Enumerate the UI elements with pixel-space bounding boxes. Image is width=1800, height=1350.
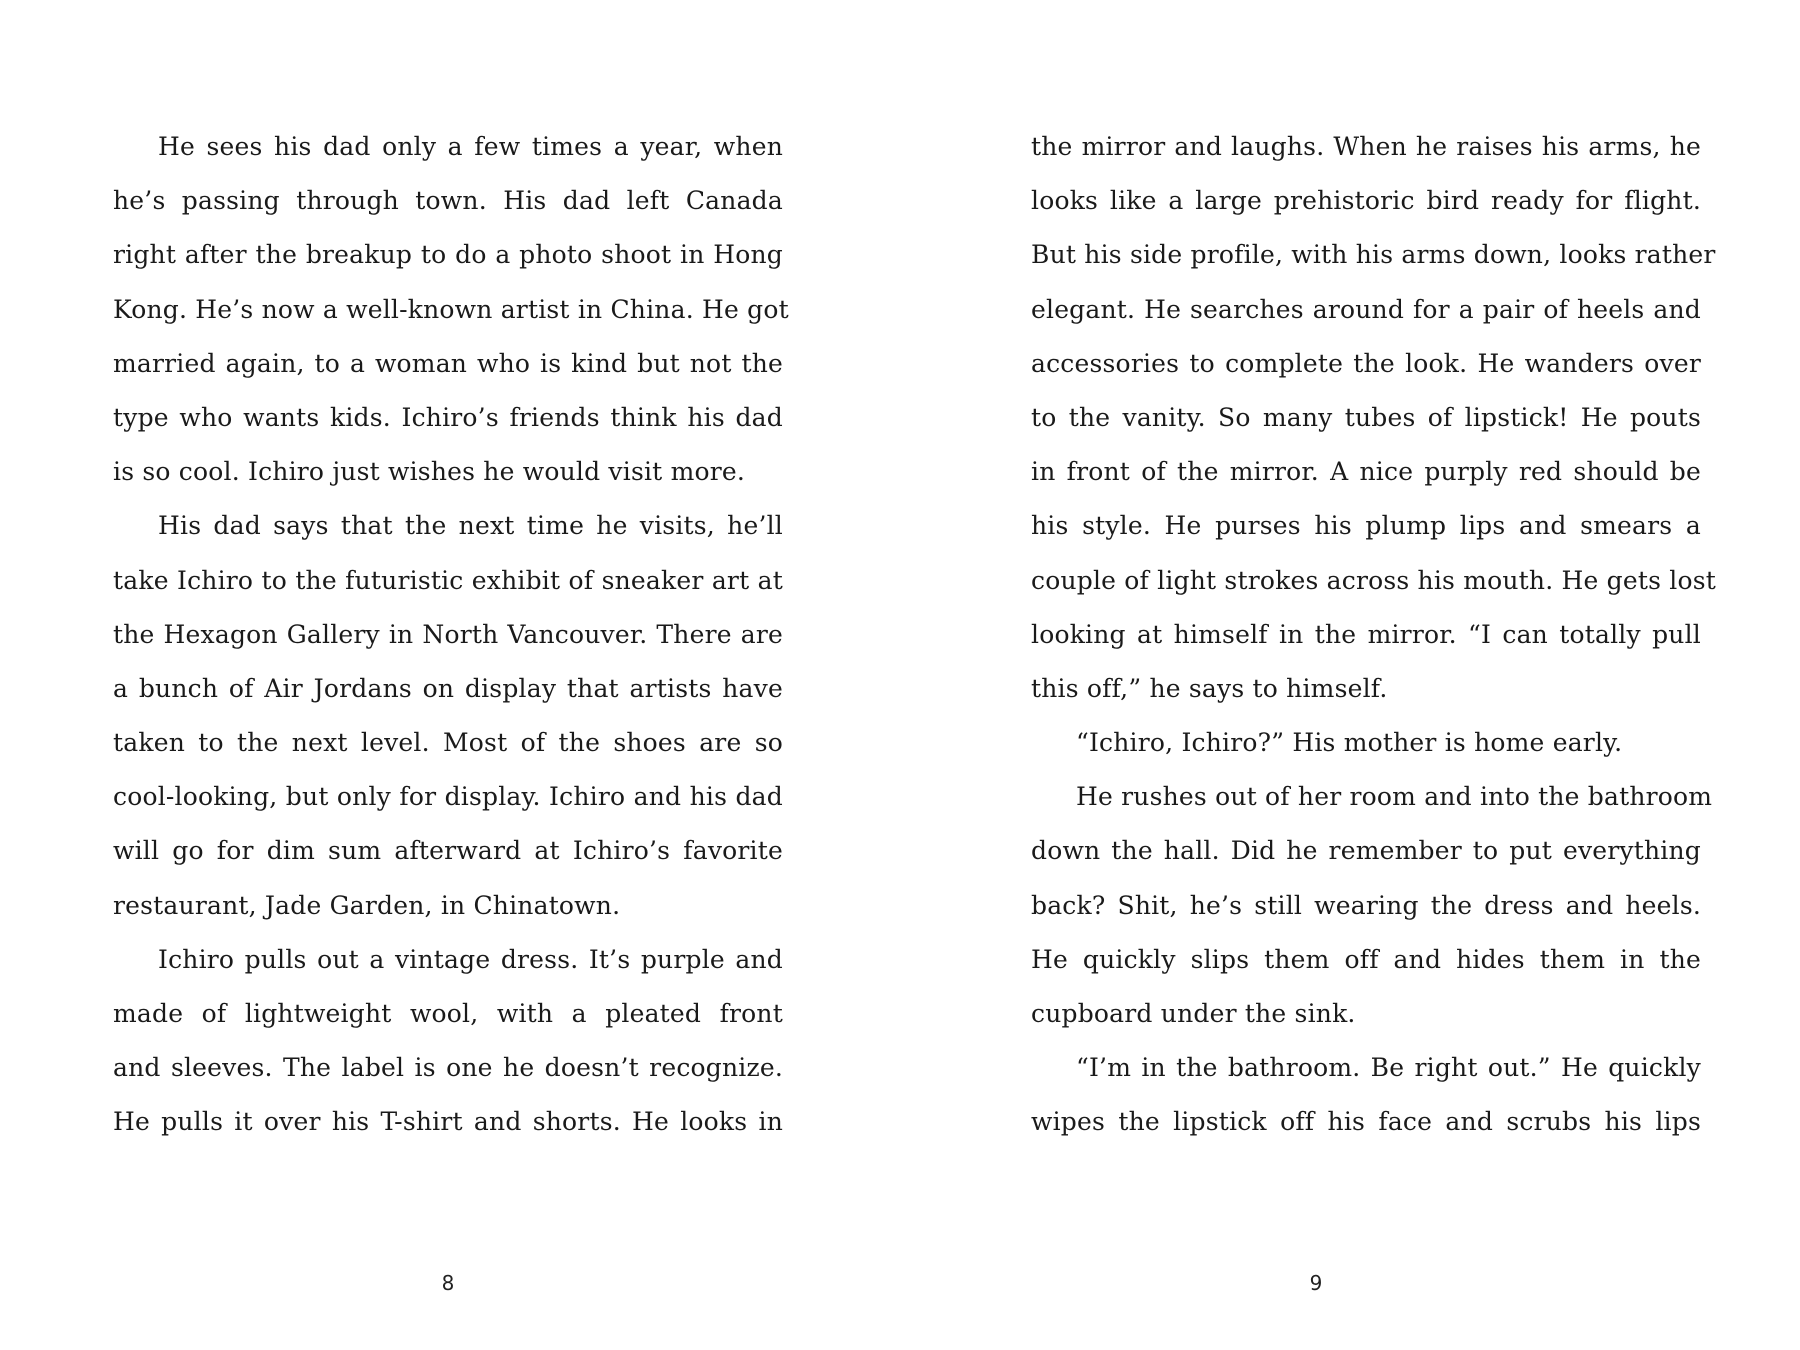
right-page-body — [1031, 120, 1717, 1150]
text-line: married again, to a woman who is kind but not the — [113, 348, 783, 378]
text-line: He sees his dad only a few times a year, when — [158, 132, 783, 161]
text-line: the Hexagon Gallery in North Vancouver. There are — [113, 619, 783, 649]
text-line: type who wants kids. Ichiro’s friends think his dad — [113, 402, 783, 432]
text-line: wipes the lipstick off his face and scrubs his lips — [1031, 1107, 1701, 1137]
text-line: He quickly slips them off and hides them in the — [1031, 944, 1701, 974]
right-page — [900, 0, 1800, 1350]
text-line: But his side profile, with his arms down, looks rather — [1031, 240, 1716, 270]
text-line: restaurant, Jade Garden, in Chinatown. — [113, 890, 621, 920]
text-line: right after the breakup to do a photo shoot in Hong — [113, 240, 783, 270]
text-line: the mirror and laughs. When he raises his arms, he — [1031, 132, 1701, 161]
text-line: Ichiro pulls out a vintage dress. It’s purple and — [158, 944, 783, 974]
text-line: “Ichiro, Ichiro?” His mother is home early. — [1076, 728, 1623, 758]
text-line: to the vanity. So many tubes of lipstick! He pouts — [1031, 402, 1701, 432]
text-line: He rushes out of her room and into the bathroom — [1076, 782, 1713, 812]
text-line: a bunch of Air Jordans on display that artists have — [113, 673, 783, 703]
text-line: elegant. He searches around for a pair of heels and — [1031, 294, 1701, 324]
text-line: he’s passing through town. His dad left Canada — [113, 186, 783, 216]
text-line: His dad says that the next time he visits, he’ll — [158, 511, 783, 541]
text-line: and sleeves. The label is one he doesn’t recognize. — [113, 1053, 783, 1083]
text-line: take Ichiro to the futuristic exhibit of sneaker art at — [113, 565, 783, 595]
text-line: accessories to complete the look. He wanders over — [1031, 348, 1701, 378]
left-page-number: 8 — [441, 1271, 455, 1295]
text-line: made of lightweight wool, with a pleated front — [113, 999, 783, 1028]
text-line: looks like a large prehistoric bird ready for flight. — [1031, 186, 1701, 216]
left-page-body — [113, 120, 789, 1150]
text-line: He pulls it over his T-shirt and shorts. He looks in — [113, 1107, 783, 1137]
text-line: his style. He purses his plump lips and smears a — [1031, 511, 1701, 541]
text-line: this off,” he says to himself. — [1031, 673, 1388, 703]
text-line: cool-looking, but only for display. Ichiro and his dad — [113, 782, 783, 812]
text-line: in front of the mirror. A nice purply red should be — [1031, 457, 1701, 487]
text-line: is so cool. Ichiro just wishes he would visit more. — [113, 457, 746, 487]
right-page-number: 9 — [1309, 1271, 1323, 1295]
text-line: cupboard under the sink. — [1031, 999, 1356, 1028]
text-line: couple of light strokes across his mouth. He gets lost — [1031, 565, 1717, 595]
text-line: down the hall. Did he remember to put everything — [1031, 836, 1701, 866]
text-line: “I’m in the bathroom. Be right out.” He quickly — [1076, 1053, 1701, 1083]
text-line: taken to the next level. Most of the shoes are so — [113, 728, 783, 758]
text-line: looking at himself in the mirror. “I can totally pull — [1031, 619, 1701, 649]
text-line: Kong. He’s now a well-known artist in China. He got — [113, 294, 789, 324]
text-line: back? Shit, he’s still wearing the dress and heels. — [1031, 890, 1701, 920]
text-line: will go for dim sum afterward at Ichiro’s favorite — [113, 836, 783, 866]
